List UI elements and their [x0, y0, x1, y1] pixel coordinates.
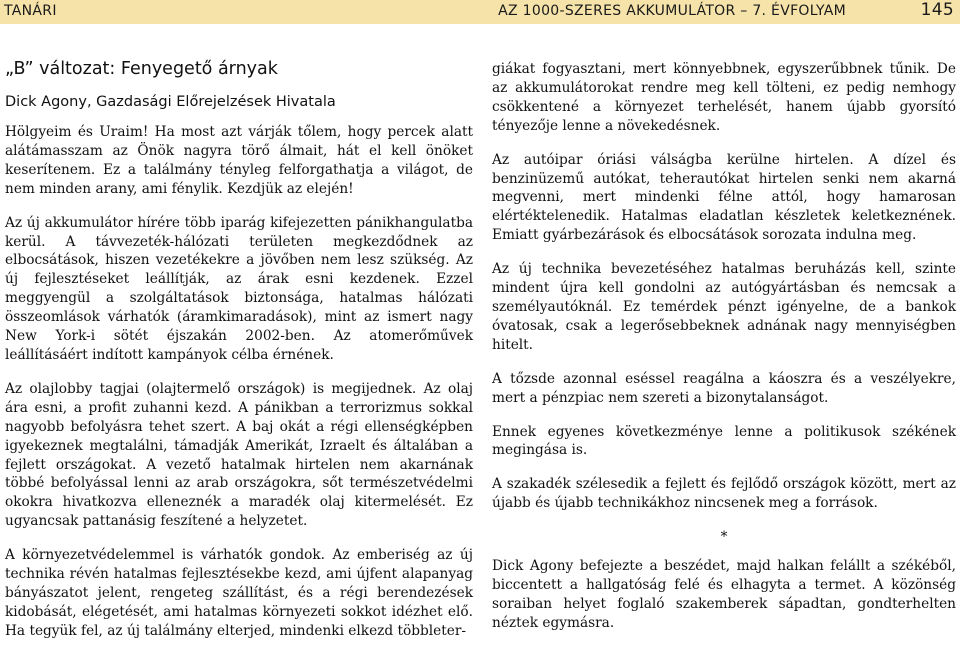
paragraph: A tőzsde azonnal eséssel reagálna a káoszra és a veszélyekre, mert a pénzpiac nem szereti a bizonytalanságot.	[492, 370, 956, 406]
article-title: „B” változat: Fenyegető árnyak	[5, 59, 278, 79]
paragraph: Az olajlobby tagjai (olajtermelő országok) is megijednek. Az olaj ára esni, a profit zuhanni kezd. A pánikban a terrorizmus sokkal nagyobb befolyásra tehet szert. A baj okát a régi ellenségképben igyekeznek megtalálni, támadják Amerikát, Izraelt és általában a fejlett országokat. A vezető hatalmak hirtelen nem akarnának többé befolyással lenni az arab országokra, sőt természetvédelmi okokra hivatkozva elleneznék a maradék olaj kitermelését. Ez ugyancsak pattanásig feszítené a helyzetet.	[5, 380, 473, 530]
header-publication-title: AZ 1000-SZERES AKKUMULÁTOR – 7. ÉVFOLYAM	[498, 3, 846, 19]
article-author: Dick Agony, Gazdasági Előrejelzések Hivatala	[5, 94, 336, 110]
paragraph: Az új technika bevezetéséhez hatalmas beruházás kell, szinte mindent újra kell gondolni az autógyártásban és nemcsak a személyautóknál. Ez temérdek pénzt igényelne, de a bankok óvatosak, csak a legerősebbeknek adnának nagy mennyiségben hitelt.	[492, 261, 956, 353]
page-header	[0, 0, 960, 24]
paragraph: Az új akkumulátor hírére több iparág kifejezetten pánikhangulatba kerül. A távvezeték-hálózati területen megkezdődnek az elbocsátások, hiszen vezetékekre a jövőben nem lesz szükség. Az új fejlesztéseket leállítják, az árak esni kezdenek. Ezzel meggyengül a szolgáltatások biztonsága, hatalmas hálózati összeomlások várhatók (áramkimaradások), mint az ismert nagy New York-i sötét éjszakán 2002-ben. Az atomerőművek leállításáért indított kampányok célba érnének.	[5, 214, 473, 363]
header-section-label: TANÁRI	[4, 3, 57, 19]
paragraph: Ennek egyenes következménye lenne a politikusok székének megingása is.	[492, 423, 956, 459]
paragraph: Az autóipar óriási válságba kerülne hirtelen. A dízel és benzinüzemű autókat, teherautókat hirtelen senki nem akarná megvenni, mert mindenki félne attól, hogy hamarosan elértéktelenedik. Hatalmas eladatlan készletek keletkeznének. Emiatt gyárbezárások és elbocsátások sorozata indulna meg.	[492, 151, 956, 244]
left-column	[5, 58, 473, 656]
closing-paragraph: Dick Agony befejezte a beszédet, majd halkan felállt a székéből, biccentett a hallgatóság felé és elhagyta a termet. A közönség soraiban helyet foglaló szakemberek sápadtan, gondterhelten néztek egymásra.	[492, 558, 956, 631]
section-separator: *	[720, 529, 728, 546]
right-column	[492, 60, 956, 648]
paragraph: Hölgyeim és Uraim! Ha most azt várják tőlem, hogy percek alatt alátámasszam az Önök nagyra törő álmait, hát el kell önöket keserítenem. Ez a találmány tényleg felforgathatja a világot, de nem minden arany, ami fénylik. Kezdjük az elején!	[5, 124, 473, 197]
page-number: 145	[920, 0, 954, 20]
paragraph: A szakadék szélesedik a fejlett és fejlődő országok között, mert az újabb és újabb technikákhoz nincsenek meg a források.	[492, 476, 956, 512]
paragraph: A környezetvédelemmel is várhatók gondok. Az emberiség az új technika révén hatalmas fejlesztésekbe kezd, ami újfent alapanyag bányászatot jelent, rengeteg szállítást, és a régi berendezések kidobását, elégetését, ami hatalmas környezeti sokkot idézhet elő. Ha tegyük fel, az új találmány elterjed, mindenki elkezd többleter-	[5, 547, 473, 639]
paragraph: giákat fogyasztani, mert könnyebbnek, egyszerűbbnek tűnik. De az akkumulátorokat rendre meg kell tölteni, ez pedig nemhogy csökkentené a környezet terhelését, hanem újabb gyorsító tényezője lenne a növekedésnek.	[492, 61, 956, 134]
